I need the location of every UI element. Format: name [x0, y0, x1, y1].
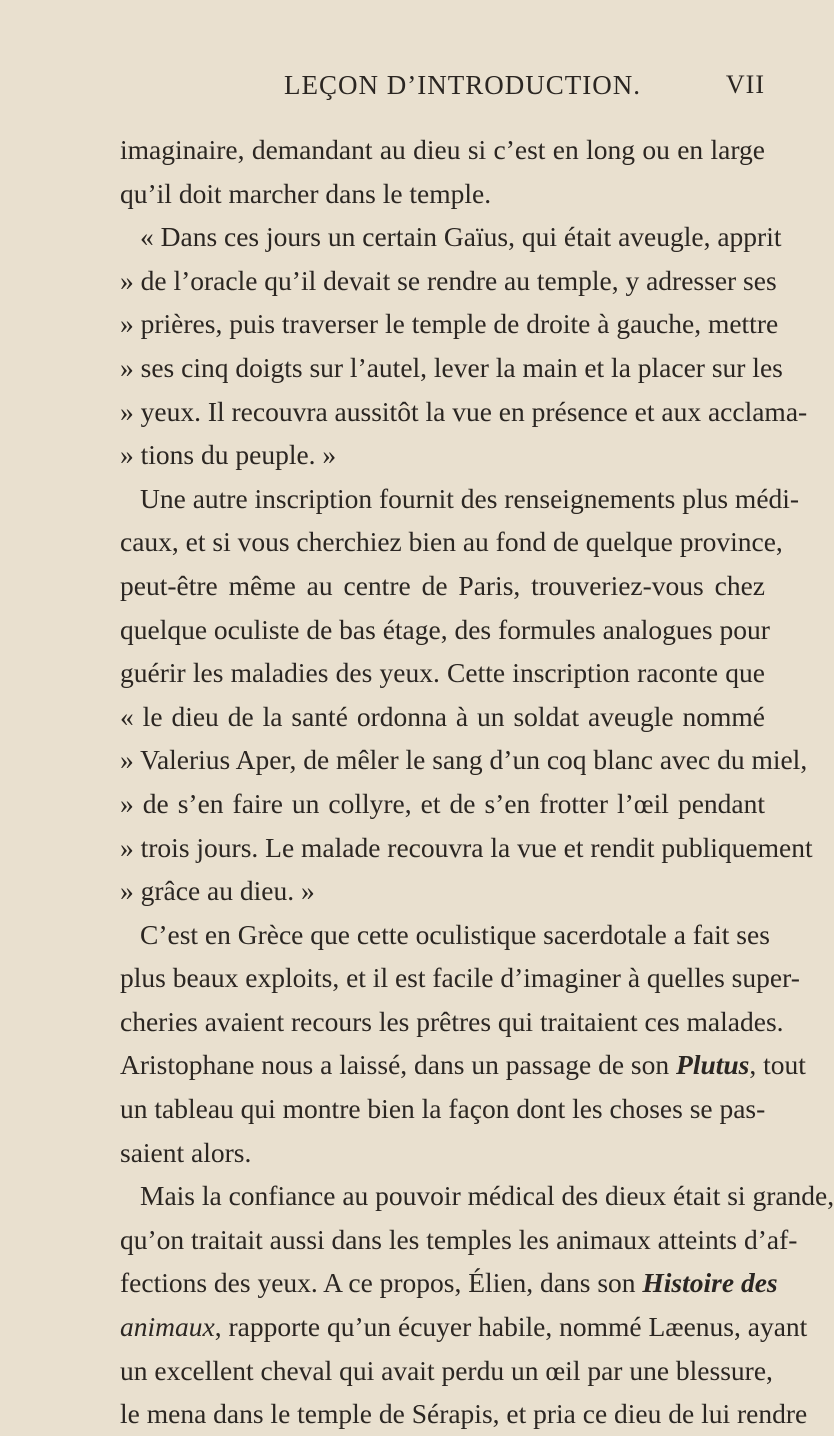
text-line: cheries avaient recours les prêtres qui traitaient ces malades.	[120, 1005, 784, 1037]
text-line	[120, 1043, 806, 1087]
text-line: qu’on traitait aussi dans les temples les animaux atteints d’af-	[120, 1223, 798, 1255]
text-fragment: Aristophane nous a laissé, dans un passage de son	[120, 1049, 677, 1081]
text-line: » grâce au dieu. »	[120, 875, 315, 907]
text-line: un tableau qui montre bien la façon dont les choses se pas-	[120, 1093, 766, 1125]
text-line: C’est en Grèce que cette oculistique sacerdotale a fait ses	[140, 918, 770, 950]
text-line: « le dieu de la santé ordonna à un soldat aveugle nommé	[120, 700, 765, 732]
text-line: guérir les maladies des yeux. Cette inscription raconte que	[120, 657, 765, 689]
text-line: » tions du peuple. »	[120, 439, 337, 471]
text-line: » Valerius Aper, de mêler le sang d’un coq blanc avec du miel,	[120, 744, 808, 776]
page-header	[120, 70, 765, 110]
text-line: Mais la confiance au pouvoir médical des dieux était si grande,	[140, 1180, 834, 1212]
text-line: qu’il doit marcher dans le temple.	[120, 177, 492, 209]
italic-title: animaux	[120, 1311, 215, 1343]
text-line: plus beaux exploits, et il est facile d’imaginer à quelles super-	[120, 962, 800, 994]
text-fragment: fections des yeux. A ce propos, Élien, dans son	[120, 1267, 643, 1299]
text-line	[120, 1261, 778, 1305]
text-line: » prières, puis traverser le temple de droite à gauche, mettre	[120, 308, 779, 340]
italic-title: Plutus	[676, 1049, 750, 1081]
text-line: imaginaire, demandant au dieu si c’est en long ou en large	[120, 134, 765, 165]
text-line: » ses cinq doigts sur l’autel, lever la main et la placer sur les	[120, 351, 783, 383]
running-title: LEÇON D’INTRODUCTION.	[284, 70, 641, 100]
text-line: » trois jours. Le malade recouvra la vue et rendit publiquement	[120, 831, 813, 863]
text-line: Une autre inscription fournit des renseignements plus médi-	[140, 482, 800, 514]
text-line: le mena dans le temple de Sérapis, et pria ce dieu de lui rendre	[120, 1398, 808, 1430]
text-line: saient alors.	[120, 1136, 252, 1168]
text-line: peut-être même au centre de Paris, trouveriez-vous chez	[120, 569, 765, 601]
italic-title: Histoire des	[642, 1267, 778, 1299]
text-line: » de s’en faire un collyre, et de s’en frotter l’œil pendant	[120, 787, 765, 819]
text-line: « Dans ces jours un certain Gaïus, qui était aveugle, apprit	[140, 221, 782, 253]
text-line: caux, et si vous cherchiez bien au fond de quelque province,	[120, 526, 783, 558]
text-line: » de l’oracle qu’il devait se rendre au temple, y adresser ses	[120, 264, 777, 296]
text-line	[120, 1305, 808, 1349]
page-number: VII	[725, 70, 765, 99]
body-text	[120, 128, 834, 1436]
text-line: un excellent cheval qui avait perdu un œil par une blessure,	[120, 1354, 773, 1386]
text-fragment: , tout	[749, 1049, 806, 1081]
text-line: » yeux. Il recouvra aussitôt la vue en présence et aux acclama-	[120, 395, 808, 427]
text-line: quelque oculiste de bas étage, des formules analogues pour	[120, 613, 770, 645]
text-fragment: , rapporte qu’un écuyer habile, nommé Læenus, ayant	[214, 1311, 808, 1343]
